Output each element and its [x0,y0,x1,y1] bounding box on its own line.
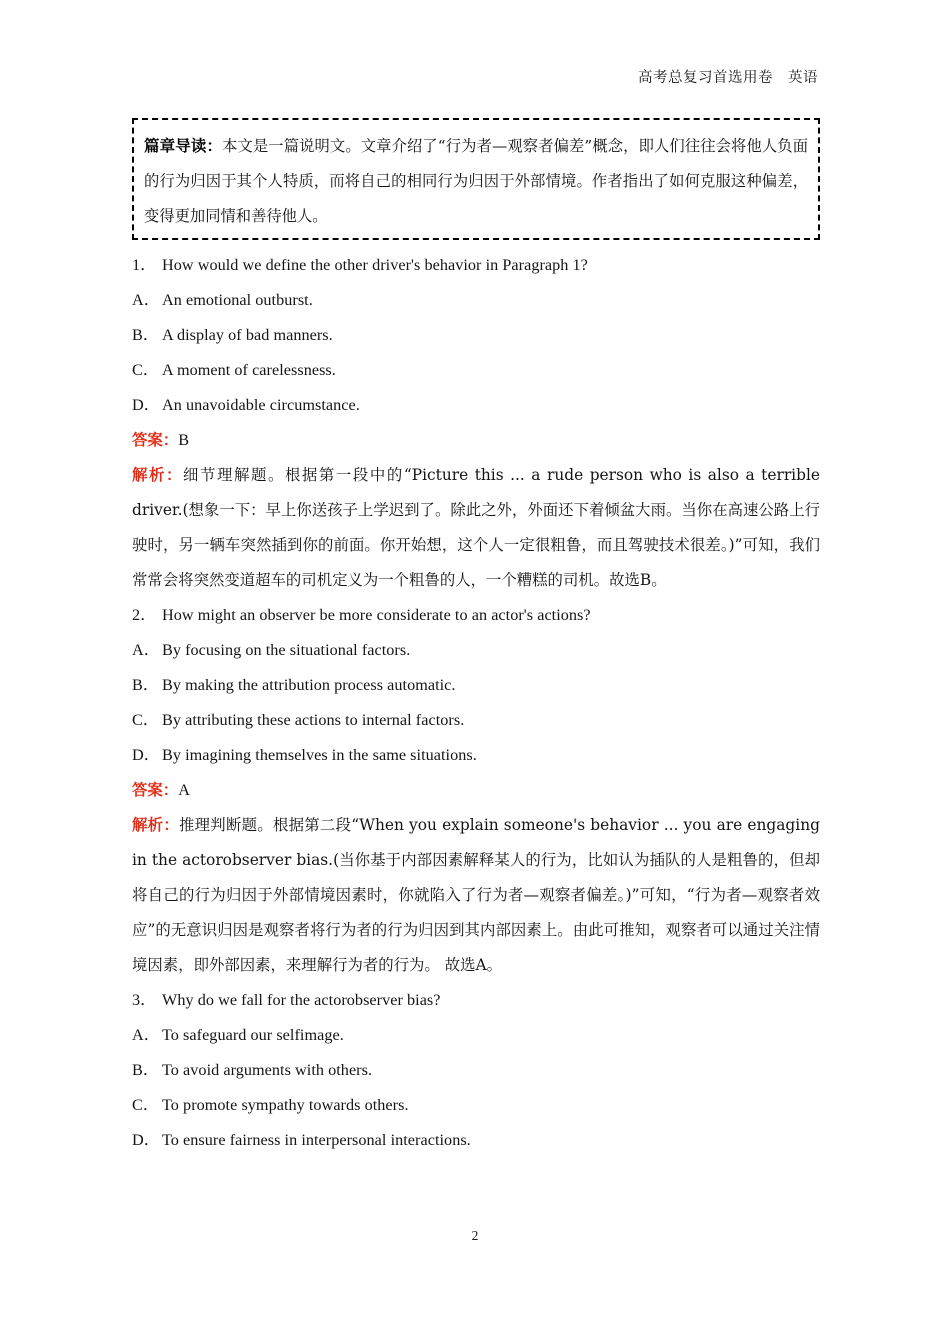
option-marker: C． [132,361,160,379]
analysis-text: 细节理解题。根据第一段中的“Picture this ... a rude person who is also a terrible driver.(想象一下：早上你送孩子上学迟到了。除此之外，外面还下着倾盆大雨。当你在高速公路上行驶时，另一辆车突然插到你的前面。你开始想，这个人一定很粗鲁，而且驾驶技术很差。)”可知，我们常常会将突然变道超车的司机定义为一个粗鲁的人，一个糟糕的司机。故选B。 [132,466,820,589]
question-text: How would we define the other driver's behavior in Paragraph 1? [162,256,588,274]
answer-value: A [178,781,190,799]
intro-body: 本文是一篇说明文。文章介绍了“行为者—观察者偏差”概念，即人们往往会将他人负面的行为归因于其个人特质，而将自己的相同行为归因于外部情境。作者指出了如何克服这种偏差，变得更加同情和善待他人。 [144,137,808,225]
option-marker: D． [132,746,160,764]
option-text: A moment of carelessness. [162,361,336,379]
question-stem [132,598,820,633]
option-item[interactable] [132,668,820,703]
answer-label: 答案： [132,431,179,449]
option-marker: A． [132,291,160,309]
option-marker: A． [132,641,160,659]
option-item[interactable] [132,1088,820,1123]
analysis-text: 推理判断题。根据第二段“When you explain someone's behavior ... you are engaging in the actorobserver bias.(当你基于内部因素解释某人的行为，比如认为插队的人是粗鲁的，但却将自己的行为归因于外部情境因素时，你就陷入了行为者—观察者偏差。)”可知，“行为者—观察者效应”的无意识归因是观察者将行为者的行为归因到其内部因素上。由此可推知，观察者可以通过关注情境因素，即外部因素，来理解行为者的行为。 故选A。 [132,816,820,974]
option-marker: B． [132,326,160,344]
intro-reading-guide-box [132,118,820,240]
answer-label: 答案： [132,781,179,799]
option-marker: D． [132,1131,160,1149]
option-marker: B． [132,676,160,694]
option-item[interactable] [132,1018,820,1053]
analysis-block [132,458,820,598]
option-item[interactable] [132,738,820,773]
question-text: Why do we fall for the actorobserver bias? [162,991,441,1009]
analysis-block [132,808,820,983]
option-item[interactable] [132,1053,820,1088]
option-marker: B． [132,1061,160,1079]
option-item[interactable] [132,318,820,353]
option-item[interactable] [132,633,820,668]
option-item[interactable] [132,353,820,388]
option-text: By focusing on the situational factors. [162,641,411,659]
answer-line [132,423,820,458]
option-text: An emotional outburst. [162,291,313,309]
question-number: 3． [132,991,157,1009]
running-header: 高考总复习首选用卷 英语 [638,70,818,86]
option-item[interactable] [132,388,820,423]
option-text: To promote sympathy towards others. [162,1096,409,1114]
analysis-label: 解析： [132,466,183,484]
option-text: By attributing these actions to internal factors. [162,711,465,729]
question-stem [132,983,820,1018]
option-text: By imagining themselves in the same situations. [162,746,477,764]
intro-text [144,129,808,234]
question-number: 2． [132,606,157,624]
option-marker: A． [132,1026,160,1044]
option-text: A display of bad manners. [162,326,333,344]
option-text: To safeguard our selfimage. [162,1026,344,1044]
option-text: By making the attribution process automatic. [162,676,456,694]
page-content [132,118,820,1158]
question-stem [132,248,820,283]
answer-line [132,773,820,808]
option-marker: D． [132,396,160,414]
question-text: How might an observer be more considerate to an actor's actions? [162,606,591,624]
analysis-label: 解析： [132,816,179,834]
option-item[interactable] [132,1123,820,1158]
option-text: To avoid arguments with others. [162,1061,373,1079]
answer-value: B [178,431,189,449]
option-item[interactable] [132,283,820,318]
option-marker: C． [132,711,160,729]
intro-label: 篇章导读： [144,137,223,155]
page-number: 2 [471,1228,479,1243]
option-text: An unavoidable circumstance. [162,396,360,414]
question-number: 1． [132,256,157,274]
option-item[interactable] [132,703,820,738]
option-marker: C． [132,1096,160,1114]
option-text: To ensure fairness in interpersonal interactions. [162,1131,471,1149]
